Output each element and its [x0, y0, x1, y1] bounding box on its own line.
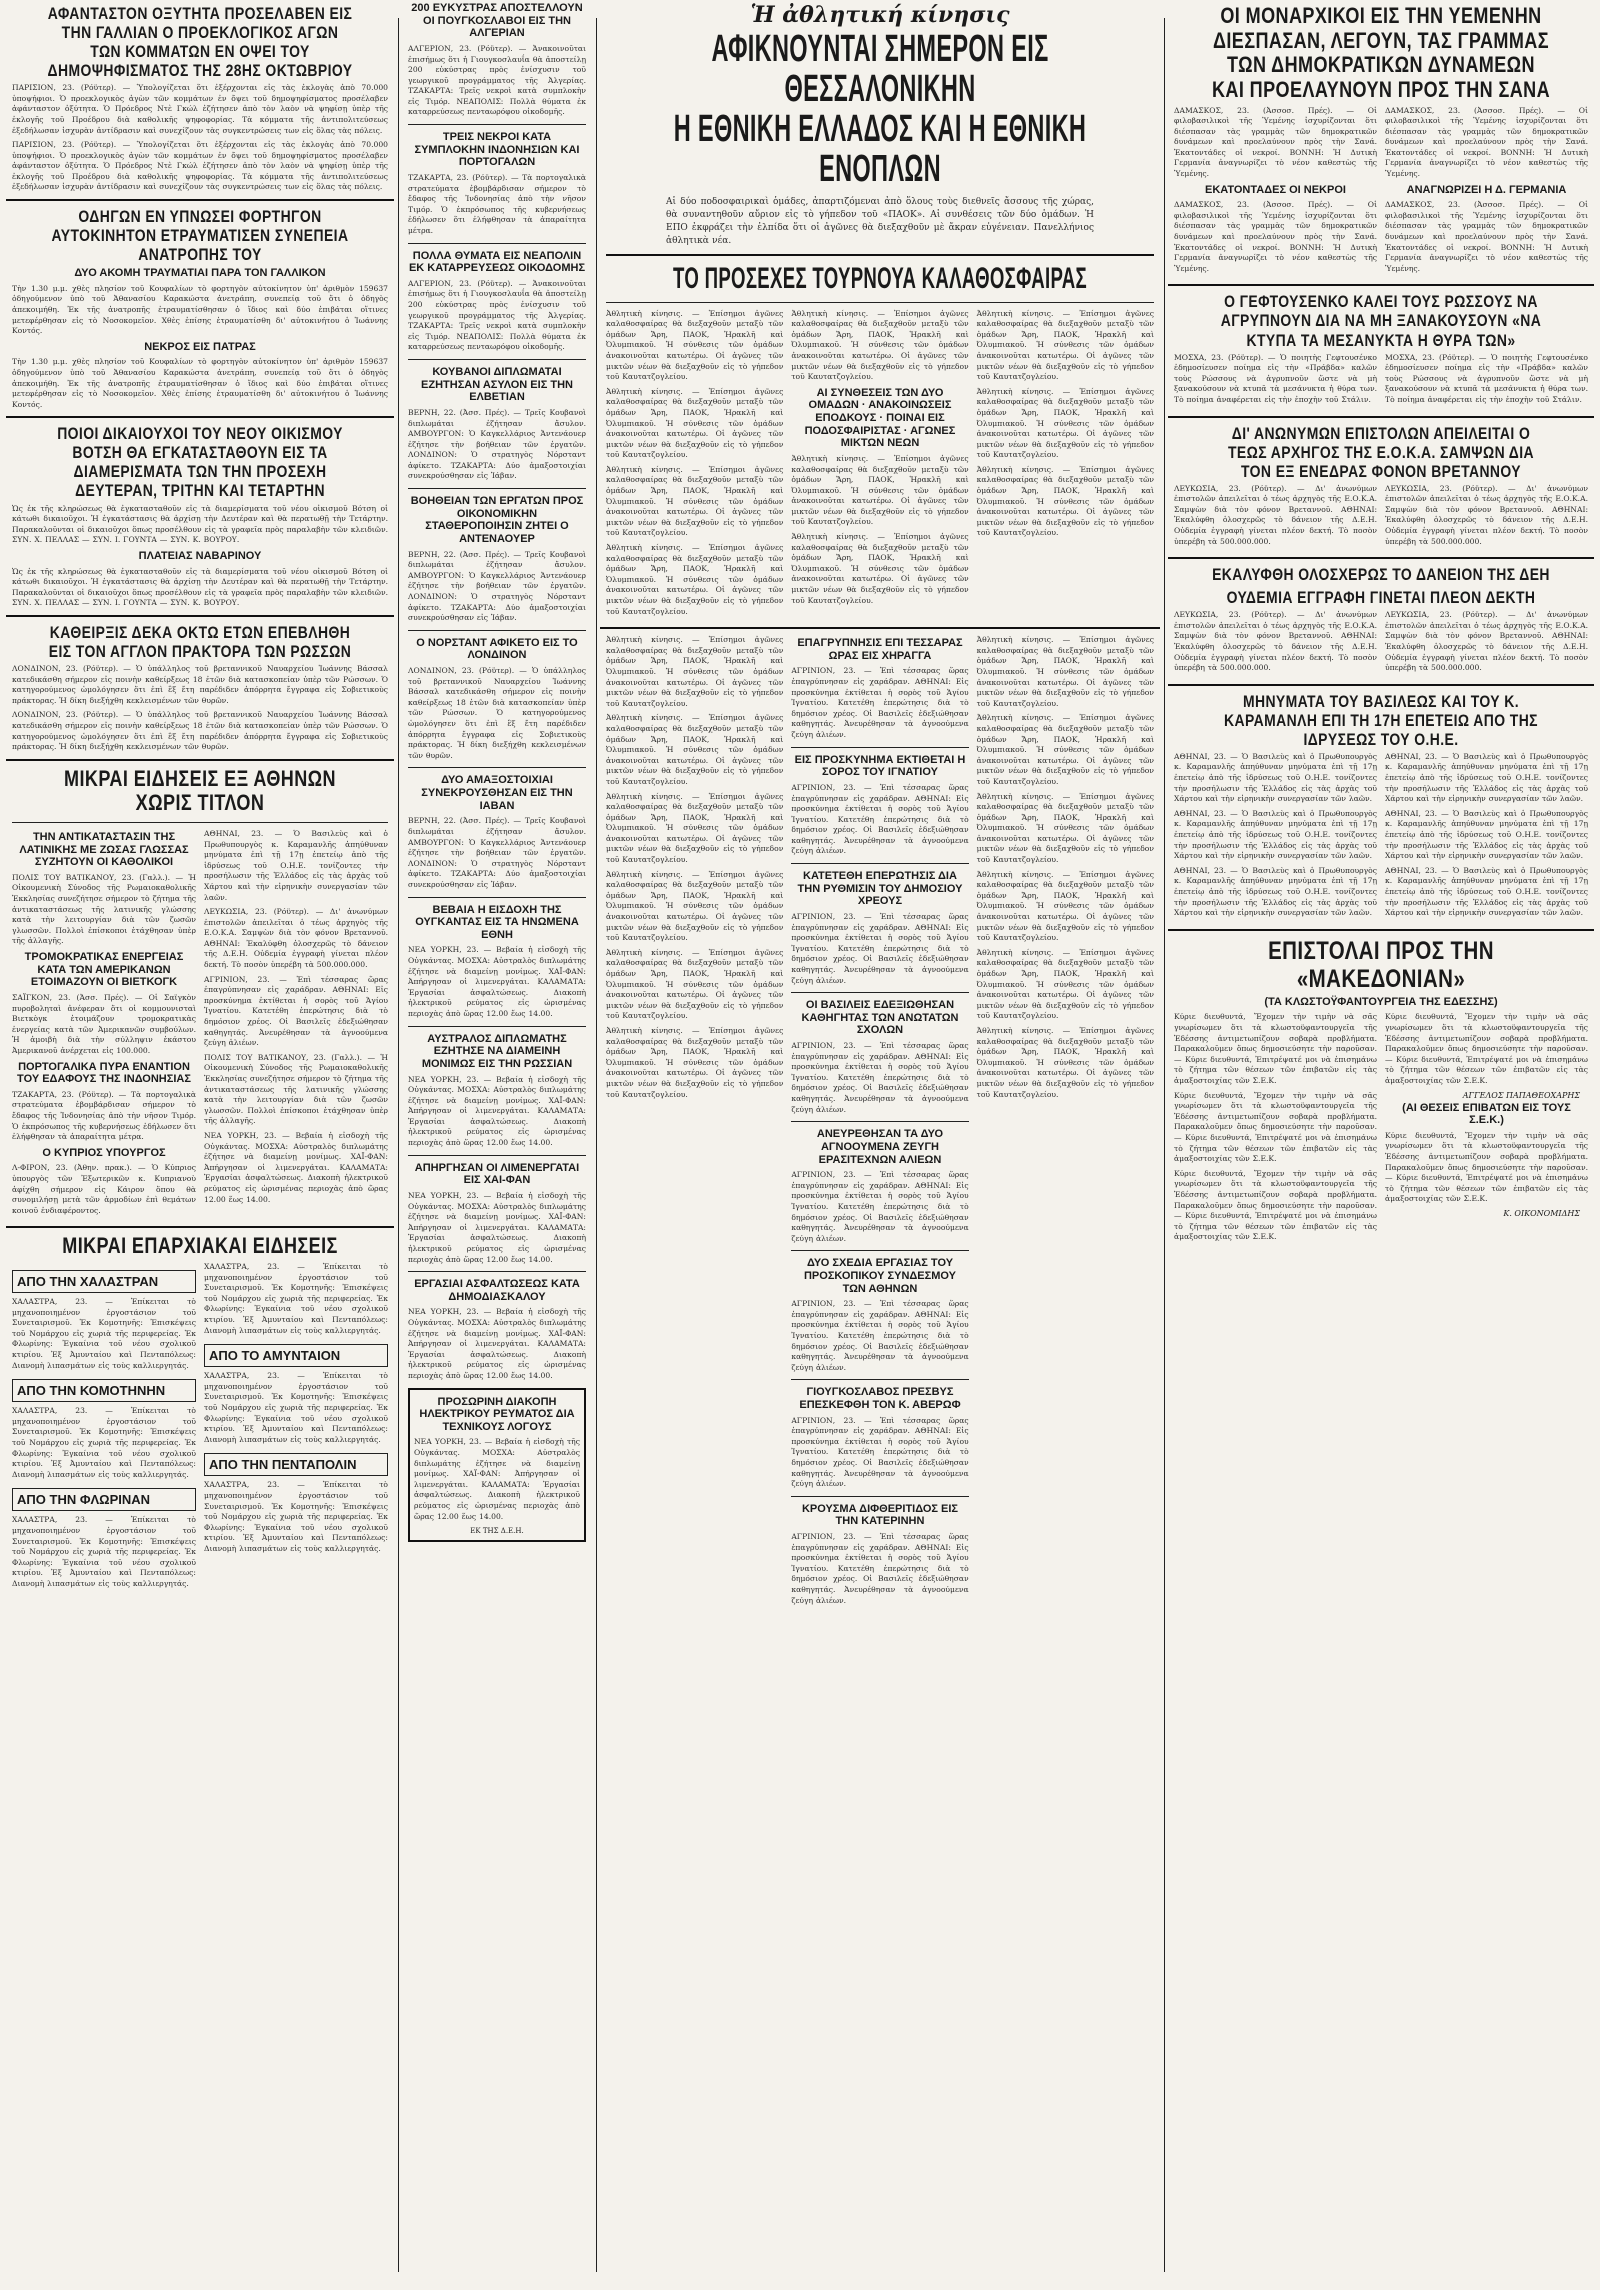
- body-java-trains: ΒΕΡΝΗ, 22. (Ἀσσ. Πρές). — Τρεῖς Κουβανοὶ διπλωμάται ἐζήτησαν ἄσυλον. ΑΜΒΟΥΡΓΟΝ: Ὁ Καγκελλάριος Ἀντενάουερ ἐζήτησε τὴν βοήθειαν τῶν ἐργατῶν. ΛΟΝΔΙΝΟΝ: Ὁ στρατηγὸς Νόρσταντ ἀφίκετο. ΤΖΑΚΑΡΤΑ: Δύο ἀμαξοστοιχίαι συνεκρούσθησαν εἰς Ἰάβαν.: [408, 816, 586, 889]
- headline-cypriot-minister: Ο ΚΥΠΡΙΟΣ ΥΠΟΥΡΓΟΣ: [42, 1146, 166, 1159]
- subhead-sek-seats: (ΑΙ ΘΕΣΕΙΣ ΕΠΙΒΑΤΩΝ ΕΙΣ ΤΟΥΣ Σ.Ε.Κ.): [1402, 1101, 1571, 1127]
- news-col-a: [606, 635, 783, 1610]
- column-4: [1168, 0, 1594, 2290]
- sports-body-a1: Ἀθλητικὴ κίνησις. — Ἐπίσημοι ἀγῶνες καλαθοσφαίρας θὰ διεξαχθοῦν μεταξὺ τῶν ὁμάδων Ἄρη, ΠΑΟΚ, Ἡρακλῆ καὶ Ὀλυμπιακοῦ. Ἡ σύνθεσις τῶν ὁμάδων ἀνακοινοῦται κατωτέρω. Οἱ ἀγῶνες τῶν μικτῶν νέων θὰ διεξαχθοῦν εἰς τὸ γήπεδον τοῦ Καυτατζογλείου.: [606, 308, 784, 382]
- subhead-patras: ΝΕΚΡΟΣ ΕΙΣ ΠΑΤΡΑΣ: [144, 340, 256, 353]
- headline-power-cut: ΠΡΟΣΩΡΙΝΗ ΔΙΑΚΟΠΗ ΗΛΕΚΤΡΙΚΟΥ ΡΕΥΜΑΤΟΣ ΔΙΑ ΤΕΧΝΙΚΟΥΣ ΛΟΓΟΥΣ: [419, 1395, 575, 1433]
- body-athens-briefs-3: ΑΓΡΙΝΙΟΝ, 23. — Ἐπὶ τέσσαρας ὥρας ἐπαγρύπνησαν εἰς χαράδραν. ΑΘΗΝΑΙ: Εἰς προσκύνημα ἐκτίθεται ἡ σορὸς τοῦ Ἁγίου Ἰγνατίου. Κατετέθη ἐπερώτησις διὰ τὸ δημόσιον χρέος. Οἱ Βασιλεῖς ἐδεξιώθησαν καθηγητάς. Ἀνευρέθησαν τὰ ἀγνοούμενα ζεύγη ἁλιέων.: [204, 974, 388, 1048]
- body-scouts: ΑΓΡΙΝΙΟΝ, 23. — Ἐπὶ τέσσαρας ὥρας ἐπαγρύπνησαν εἰς χαράδραν. ΑΘΗΝΑΙ: Εἰς προσκύνημα ἐκτίθεται ἡ σορὸς τοῦ Ἁγίου Ἰγνατίου. Κατετέθη ἐπερώτησις διὰ τὸ δημόσιον χρέος. Οἱ Βασιλεῖς ἐδεξιώθησαν καθηγητάς. Ἀνευρέθησαν τὰ ἀγνοούμενα ζεύγη ἁλιέων.: [791, 1299, 969, 1372]
- sports-headline-2: Η ΕΘΝΙΚΗ ΕΛΛΑΔΟΣ ΚΑΙ Η ΕΘΝΙΚΗ ΕΝΟΠΛΩΝ: [673, 107, 1087, 190]
- sports-body-b1: Ἀθλητικὴ κίνησις. — Ἐπίσημοι ἀγῶνες καλαθοσφαίρας θὰ διεξαχθοῦν μεταξὺ τῶν ὁμάδων Ἄρη, ΠΑΟΚ, Ἡρακλῆ καὶ Ὀλυμπιακοῦ. Ἡ σύνθεσις τῶν ὁμάδων ἀνακοινοῦται κατωτέρω. Οἱ ἀγῶνες τῶν μικτῶν νέων θὰ διεξαχθοῦν εἰς τὸ γήπεδον τοῦ Καυτατζογλείου.: [791, 308, 969, 382]
- subhead-pentapolis: ΑΠΟ ΤΗΝ ΠΕΝΤΑΠΟΛΙΝ: [204, 1453, 388, 1476]
- body-un-messages-2: ΑΘΗΝΑΙ, 23. — Ὁ Βασιλεὺς καὶ ὁ Πρωθυπουργὸς κ. Καραμανλῆς ἀπηύθυναν μηνύματα ἐπὶ τῇ 17ῃ ἐπετείῳ ἀπὸ τῆς ἱδρύσεως τοῦ Ο.Η.Ε. τονίζοντες τὴν προσήλωσιν τῆς Ἑλλάδος εἰς τὰς ἀρχὰς τοῦ Χάρτου καὶ τὴν εἰρηνικὴν συνεργασίαν τῶν λαῶν.: [1174, 808, 1377, 861]
- body-yemen-3: ΔΑΜΑΣΚΟΣ, 23. (Ἀσσοσ. Πρές). — Οἱ φιλοβασιλικοὶ τῆς Ὑεμένης ἰσχυρίζονται ὅτι διέσπασαν τὰς γραμμὰς τῶν δημοκρατικῶν δυνάμεων καὶ προελαύνουν πρὸς τὴν Σανά. Ἑκατοντάδες οἱ νεκροί. ΒΟΝΝΗ: Ἡ Δυτικὴ Γερμανία ἀναγνωρίζει τὸ νέον καθεστὼς τῆς Ὑεμένης.: [1385, 105, 1588, 179]
- subhead-florina: ΑΠΟ ΤΗΝ ΦΛΩΡΙΝΑΝ: [12, 1488, 196, 1511]
- body-royals-reception: ΑΓΡΙΝΙΟΝ, 23. — Ἐπὶ τέσσαρας ὥρας ἐπαγρύπνησαν εἰς χαράδραν. ΑΘΗΝΑΙ: Εἰς προσκύνημα ἐκτίθεται ἡ σορὸς τοῦ Ἁγίου Ἰγνατίου. Κατετέθη ἐπερώτησις διὰ τὸ δημόσιον χρέος. Οἱ Βασιλεῖς ἐδεξιώθησαν καθηγητάς. Ἀνευρέθησαν τὰ ἀγνοούμενα ζεύγη ἁλιέων.: [791, 1041, 969, 1114]
- sports-body-a4: Ἀθλητικὴ κίνησις. — Ἐπίσημοι ἀγῶνες καλαθοσφαίρας θὰ διεξαχθοῦν μεταξὺ τῶν ὁμάδων Ἄρη, ΠΑΟΚ, Ἡρακλῆ καὶ Ὀλυμπιακοῦ. Ἡ σύνθεσις τῶν ὁμάδων ἀνακοινοῦται κατωτέρω. Οἱ ἀγῶνες τῶν μικτῶν νέων θὰ διεξαχθοῦν εἰς τὸ γήπεδον τοῦ Καυτατζογλείου.: [606, 543, 784, 616]
- body-power-cut: ΝΕΑ ΥΟΡΚΗ, 23. — Βεβαία ἡ εἰσδοχὴ τῆς Οὐγκάντας. ΜΟΣΧΑ: Αὐστραλὸς διπλωμάτης ἐζήτησε νὰ διαμείνῃ μονίμως. ΧΑΪ-ΦΑΝ: Ἀπήργησαν οἱ λιμενεργάται. ΚΑΛΑΜΑΤΑ: Ἐργασίαι ἀσφαλτώσεως. Διακοπὴ ἠλεκτρικοῦ ρεύματος εἰς ὡρισμένας περιοχὰς ἀπὸ ὥρας 12.00 ἕως 14.00.: [414, 1437, 580, 1521]
- news-body-c6: Ἀθλητικὴ κίνησις. — Ἐπίσημοι ἀγῶνες καλαθοσφαίρας θὰ διεξαχθοῦν μεταξὺ τῶν ὁμάδων Ἄρη, ΠΑΟΚ, Ἡρακλῆ καὶ Ὀλυμπιακοῦ. Ἡ σύνθεσις τῶν ὁμάδων ἀνακοινοῦται κατωτέρω. Οἱ ἀγῶνες τῶν μικτῶν νέων θὰ διεξαχθοῦν εἰς τὸ γήπεδον τοῦ Καυτατζογλείου.: [976, 1025, 1154, 1099]
- body-letter-1c: Κύριε διευθυντά, Ἔχομεν τὴν τιμὴν νὰ σᾶς γνωρίσωμεν ὅτι τὰ κλωστοϋφαντουργεῖα τῆς Ἐδέσσης ἀντιμετωπίζουν σοβαρὰ προβλήματα. Παρακαλοῦμεν ὅπως δημοσιεύσητε τὴν παροῦσαν. — Κύριε διευθυντά, Ἐπιτρέψατέ μοι νὰ ἐπισημάνω τὸ ζήτημα τῶν θέσεων τῶν ἐπιβατῶν εἰς τὰς ἀμαξοστοιχίας τῶν Σ.Ε.Κ.: [1174, 1168, 1377, 1242]
- article-truck-accident: [6, 207, 394, 410]
- body-un-messages-4: ΑΘΗΝΑΙ, 23. — Ὁ Βασιλεὺς καὶ ὁ Πρωθυπουργὸς κ. Καραμανλῆς ἀπηύθυναν μηνύματα ἐπὶ τῇ 17ῃ ἐπετείῳ ἀπὸ τῆς ἱδρύσεως τοῦ Ο.Η.Ε. τονίζοντες τὴν προσήλωσιν τῆς Ἑλλάδος εἰς τὰς ἀρχὰς τοῦ Χάρτου καὶ τὴν εἰρηνικὴν συνεργασίαν τῶν λαῶν.: [1385, 751, 1588, 804]
- news-body-c3: Ἀθλητικὴ κίνησις. — Ἐπίσημοι ἀγῶνες καλαθοσφαίρας θὰ διεξαχθοῦν μεταξὺ τῶν ὁμάδων Ἄρη, ΠΑΟΚ, Ἡρακλῆ καὶ Ὀλυμπιακοῦ. Ἡ σύνθεσις τῶν ὁμάδων ἀνακοινοῦται κατωτέρω. Οἱ ἀγῶνες τῶν μικτῶν νέων θὰ διεξαχθοῦν εἰς τὸ γήπεδον τοῦ Καυτατζογλείου.: [976, 791, 1154, 865]
- body-un-messages-5: ΑΘΗΝΑΙ, 23. — Ὁ Βασιλεὺς καὶ ὁ Πρωθυπουργὸς κ. Καραμανλῆς ἀπηύθυναν μηνύματα ἐπὶ τῇ 17ῃ ἐπετείῳ ἀπὸ τῆς ἱδρύσεως τοῦ Ο.Η.Ε. τονίζοντες τὴν προσήλωσιν τῆς Ἑλλάδος εἰς τὰς ἀρχὰς τοῦ Χάρτου καὶ τὴν εἰρηνικὴν συνεργασίαν τῶν λαῶν.: [1385, 808, 1588, 861]
- body-vigil: ΑΓΡΙΝΙΟΝ, 23. — Ἐπὶ τέσσαρας ὥρας ἐπαγρύπνησαν εἰς χαράδραν. ΑΘΗΝΑΙ: Εἰς προσκύνημα ἐκτίθεται ἡ σορὸς τοῦ Ἁγίου Ἰγνατίου. Κατετέθη ἐπερώτησις διὰ τὸ δημόσιον χρέος. Οἱ Βασιλεῖς ἐδεξιώθησαν καθηγητάς. Ἀνευρέθησαν τὰ ἀγνοούμενα ζεύγη ἁλιέων.: [791, 666, 969, 740]
- body-sampson-1: ΛΕΥΚΩΣΙΑ, 23. (Ρόϋτερ). — Δι' ἀνωνύμων ἐπιστολῶν ἀπειλεῖται ὁ τέως ἀρχηγὸς τῆς Ε.Ο.Κ.Α. Σαμψὼν διὰ τὸν φόνον Βρεταννοῦ. ΑΘΗΝΑΙ: Ἐκαλύφθη ὁλοσχερῶς τὸ δάνειον τῆς Δ.Ε.Η. Οὐδεμία ἐγγραφὴ γίνεται πλέον δεκτή. Τὸ ποσὸν ὑπερέβη τὰ 500.000.000.: [1174, 483, 1377, 546]
- signature-2: Κ. ΟΙΚΟΝΟΜΙΔΗΣ: [1503, 1209, 1580, 1219]
- body-truck-accident: Τὴν 1.30 μ.μ. χθὲς πλησίον τοῦ Κουφαλίων τὸ φορτηγὸν αὐτοκίνητον ὑπ' ἀριθμὸν 159637 ὁδηγούμενον ὑπὸ τοῦ Ἀθανασίου Καρακώστα ἀνετράπη, συνεπείᾳ τοῦ ὅτι ὁ ὁδηγὸς ἀπεκοιμήθη. Ἐκ τῆς ἀνατροπῆς ἐτραυματίσθησαν ὁ ἴδιος καὶ δύο ἐπιβάται οἵτινες μετεφέρθησαν εἰς τὸ Νοσοκομεῖον. Χθὲς ἐπίσης ἐτραυματίσθη δι' αὐτοκινήτου ὁ Ἰωάννης Κοντός.: [12, 283, 388, 336]
- sports-subhead: ΑΙ ΣΥΝΘΕΣΕΙΣ ΤΩΝ ΔΥΟ ΟΜΑΔΩΝ · ΑΝΑΚΟΙΝΩΣΕΙΣ ΕΠΟΔΚΟΥΣ · ΠΟΙΝΑΙ ΕΙΣ ΠΟΔΟΣΦΑΙΡΙΣΤΑΣ · ΑΓΩΝΕΣ ΜΙΚΤΩΝ ΝΕΩΝ: [804, 386, 956, 450]
- body-ignatius: ΑΓΡΙΝΙΟΝ, 23. — Ἐπὶ τέσσαρας ὥρας ἐπαγρύπνησαν εἰς χαράδραν. ΑΘΗΝΑΙ: Εἰς προσκύνημα ἐκτίθεται ἡ σορὸς τοῦ Ἁγίου Ἰγνατίου. Κατετέθη ἐπερώτησις διὰ τὸ δημόσιον χρέος. Οἱ Βασιλεῖς ἐδεξιώθησαν καθηγητάς. Ἀνευρέθησαν τὰ ἀγνοούμενα ζεύγη ἁλιέων.: [791, 782, 969, 856]
- body-france-referendum-cont: ΠΑΡΙΣΙΟΝ, 23. (Ρόϋτερ). — Ὑπολογίζεται ὅτι ἐξέρχονται εἰς τὰς ἐκλογὰς ἀπὸ 70.000 ὑποψήφιοι. Ὁ προεκλογικὸς ἀγὼν τῶν κομμάτων ἐν ὄψει τοῦ δημοψηφίσματος προσέλαβεν ἀφάνταστον ὀξύτητα. Ὁ Πρόεδρος Ντὲ Γκώλ ἐζήτησεν ἀπὸ τὸν λαὸν νὰ ψηφίσῃ ὑπὲρ τῆς ἐκλογῆς τοῦ Προέδρου διὰ καθολικῆς ψηφοφορίας. Τὰ κόμματα τῆς ἀντιπολιτεύσεως ἐξεδήλωσαν ἰσχυρὰν ἀντίδρασιν καὶ συνεχίζουν τὰς συγκεντρώσεις των εἰς ὅλας τὰς πόλεις.: [12, 140, 388, 192]
- body-letter-1a: Κύριε διευθυντά, Ἔχομεν τὴν τιμὴν νὰ σᾶς γνωρίσωμεν ὅτι τὰ κλωστοϋφαντουργεῖα τῆς Ἐδέσσης ἀντιμετωπίζουν σοβαρὰ προβλήματα. Παρακαλοῦμεν ὅπως δημοσιεύσητε τὴν παροῦσαν. — Κύριε διευθυντά, Ἐπιτρέψατέ μοι νὰ ἐπισημάνω τὸ ζήτημα τῶν θέσεων τῶν ἐπιβατῶν εἰς τὰς ἀμαξοστοιχίας τῶν Σ.Ε.Κ.: [1174, 1012, 1377, 1085]
- news-body-a6: Ἀθλητικὴ κίνησις. — Ἐπίσημοι ἀγῶνες καλαθοσφαίρας θὰ διεξαχθοῦν μεταξὺ τῶν ὁμάδων Ἄρη, ΠΑΟΚ, Ἡρακλῆ καὶ Ὀλυμπιακοῦ. Ἡ σύνθεσις τῶν ὁμάδων ἀνακοινοῦται κατωτέρω. Οἱ ἀγῶνες τῶν μικτῶν νέων θὰ διεξαχθοῦν εἰς τὸ γήπεδον τοῦ Καυτατζογλείου.: [606, 1025, 784, 1099]
- headline-naples-collapse: ΠΟΛΛΑ ΘΥΜΑΤΑ ΕΙΣ ΝΕΑΠΟΛΙΝ ΕΚ ΚΑΤΑΡΡΕΥΣΕΩΣ ΟΙΚΟΔΟΜΗΣ: [408, 249, 586, 275]
- article-yevtushenko: [1168, 292, 1594, 409]
- news-body-c4: Ἀθλητικὴ κίνησις. — Ἐπίσημοι ἀγῶνες καλαθοσφαίρας θὰ διεξαχθοῦν μεταξὺ τῶν ὁμάδων Ἄρη, ΠΑΟΚ, Ἡρακλῆ καὶ Ὀλυμπιακοῦ. Ἡ σύνθεσις τῶν ὁμάδων ἀνακοινοῦται κατωτέρω. Οἱ ἀγῶνες τῶν μικτῶν νέων θὰ διεξαχθοῦν εἰς τὸ γήπεδον τοῦ Καυτατζογλείου.: [976, 869, 1154, 943]
- body-florina: ΧΑΛΑΣΤΡΑ, 23. — Ἐπίκειται τὸ μηχανοποιημένον ἐργοστάσιον τοῦ Συνεταιρισμοῦ. Ἐκ Κομοτηνῆς: Ἐπισκέψεις τοῦ Νομάρχου εἰς χωριὰ τῆς περιφερείας. Ἐκ Φλωρίνης: Ἐγκαίνια τοῦ νέου σχολικοῦ κτιρίου. Ἐξ Ἀμυνταίου καὶ Πενταπόλεως: Διανομὴ λιπασμάτων εἰς τοὺς καλλιεργητάς.: [12, 1515, 196, 1588]
- body-sampson-2: ΛΕΥΚΩΣΙΑ, 23. (Ρόϋτερ). — Δι' ἀνωνύμων ἐπιστολῶν ἀπειλεῖται ὁ τέως ἀρχηγὸς τῆς Ε.Ο.Κ.Α. Σαμψὼν διὰ τὸν φόνον Βρεταννοῦ. ΑΘΗΝΑΙ: Ἐκαλύφθη ὁλοσχερῶς τὸ δάνειον τῆς Δ.Ε.Η. Οὐδεμία ἐγγραφὴ γίνεται πλέον δεκτή. Τὸ ποσὸν ὑπερέβη τὰ 500.000.000.: [1385, 483, 1588, 546]
- body-pentapolis: ΧΑΛΑΣΤΡΑ, 23. — Ἐπίκειται τὸ μηχανοποιημένον ἐργοστάσιον τοῦ Συνεταιρισμοῦ. Ἐκ Κομοτηνῆς: Ἐπισκέψεις τοῦ Νομάρχου εἰς χωριὰ τῆς περιφερείας. Ἐκ Φλωρίνης: Ἐγκαίνια τοῦ νέου σχολικοῦ κτιρίου. Ἐξ Ἀμυνταίου καὶ Πενταπόλεως: Διανομὴ λιπασμάτων εἰς τοὺς καλλιεργητάς.: [204, 1480, 388, 1553]
- news-col-c: [977, 635, 1154, 1610]
- body-diphtheria: ΑΓΡΙΝΙΟΝ, 23. — Ἐπὶ τέσσαρας ὥρας ἐπαγρύπνησαν εἰς χαράδραν. ΑΘΗΝΑΙ: Εἰς προσκύνημα ἐκτίθεται ἡ σορὸς τοῦ Ἁγίου Ἰγνατίου. Κατετέθη ἐπερώτησις διὰ τὸ δημόσιον χρέος. Οἱ Βασιλεῖς ἐδεξιώθησαν καθηγητάς. Ἀνευρέθησαν τὰ ἀγνοούμενα ζεύγη ἁλιέων.: [791, 1532, 969, 1605]
- body-norstad: ΛΟΝΔΙΝΟΝ, 23. (Ρόϋτερ). — Ὁ ὑπάλληλος τοῦ βρεταννικοῦ Ναυαρχείου Ἰωάννης Βάσσαλ κατεδικάσθη σήμερον εἰς ποινὴν καθείρξεως 18 ἐτῶν διὰ κατασκοπείαν ὑπὲρ τῶν Ρώσσων. Ὁ κατηγορούμενος ὡμολόγησεν ὅτι ἐπὶ ἓξ ἔτη παρέδιδεν ἀπόρρητα ἔγγραφα εἰς Σοβιετικοὺς πράκτορας. Ἡ δίκη διεξήχθη κεκλεισμένων τῶν θυρῶν.: [408, 666, 586, 760]
- subhead-dei-loan: ΟΥΔΕΜΙΑ ΕΓΓΡΑΦΗ ΓΙΝΕΤΑΙ ΠΛΕΟΝ ΔΕΚΤΗ: [1226, 588, 1536, 608]
- headline-votsi-settlement: ΠΟΙΟΙ ΔΙΚΑΙΟΥΧΟΙ ΤΟΥ ΝΕΟΥ ΟΙΚΙΣΜΟΥ ΒΟΤΣΗ ΘΑ ΕΓΚΑΤΑΣΤΑΘΟΥΝ ΕΙΣ ΤΑ ΔΙΑΜΕΡΙΣΜΑΤΑ ΤΩΝ ΤΗΝ ΠΡΟΣΕΧΗ ΔΕΥΤΕΡΑΝ, ΤΡΙΤΗΝ ΚΑΙ ΤΕΤΑΡΤΗΝ: [57, 424, 343, 501]
- subhead-navarinou: ΠΛΑΤΕΙΑΣ ΝΑΒΑΡΙΝΟΥ: [138, 549, 262, 562]
- body-letter-1b: Κύριε διευθυντά, Ἔχομεν τὴν τιμὴν νὰ σᾶς γνωρίσωμεν ὅτι τὰ κλωστοϋφαντουργεῖα τῆς Ἐδέσσης ἀντιμετωπίζουν σοβαρὰ προβλήματα. Παρακαλοῦμεν ὅπως δημοσιεύσητε τὴν παροῦσαν. — Κύριε διευθυντά, Ἐπιτρέψατέ μοι νὰ ἐπισημάνω τὸ ζήτημα τῶν θέσεων τῶν ἐπιβατῶν εἰς τὰς ἀμαξοστοιχίας τῶν Σ.Ε.Κ.: [1174, 1090, 1377, 1164]
- body-haiphong-strike: ΝΕΑ ΥΟΡΚΗ, 23. — Βεβαία ἡ εἰσδοχὴ τῆς Οὐγκάντας. ΜΟΣΧΑ: Αὐστραλὸς διπλωμάτης ἐζήτησε νὰ διαμείνῃ μονίμως. ΧΑΪ-ΦΑΝ: Ἀπήργησαν οἱ λιμενεργάται. ΚΑΛΑΜΑΤΑ: Ἐργασίαι ἀσφαλτώσεως. Διακοπὴ ἠλεκτρικοῦ ρεύματος εἰς ὡρισμένας περιοχὰς ἀπὸ ὥρας 12.00 ἕως 14.00.: [408, 1190, 586, 1264]
- sports-kicker: Ἡ ἀθλητική κίνησις: [750, 2, 1010, 28]
- headline-vietcong: ΤΡΟΜΟΚΡΑΤΙΚΑΣ ΕΝΕΡΓΕΙΑΣ ΚΑΤΑ ΤΩΝ ΑΜΕΡΙΚΑΝΩΝ ΕΤΟΙΜΑΖΟΥΝ ΟΙ ΒΙΕΤΚΟΓΚ: [24, 951, 184, 989]
- headline-yugoslav-ambassador: ΓΙΟΥΓΚΟΣΛΑΒΟΣ ΠΡΕΣΒΥΣ ΕΠΕΣΚΕΦΘΗ ΤΟΝ Κ. ΑΒΕΡΩΦ: [799, 1386, 961, 1412]
- sports-col-b: [791, 309, 968, 622]
- body-latin-language: ΠΟΛΙΣ ΤΟΥ ΒΑΤΙΚΑΝΟΥ, 23. (Γαλλ.). — Ἡ Οἰκουμενικὴ Σύνοδος τῆς Ρωμαιοκαθολικῆς Ἐκκλησίας συνεζήτησε σήμερον τὸ ζήτημα τῆς ἀντικαταστάσεως τῆς λατινικῆς γλώσσης κατὰ τὴν λειτουργίαν διὰ τῶν ζωσῶν γλωσσῶν. Πολλοὶ ἐπίσκοποι ἐτάχθησαν ὑπὲρ τῆς ἀλλαγῆς.: [12, 872, 196, 946]
- sports-col-c: [977, 309, 1154, 622]
- basketball-headline: ΤΟ ΠΡΟΣΕΧΕΣ ΤΟΥΡΝΟΥΑ ΚΑΛΑΘΟΣΦΑΙΡΑΣ: [672, 261, 1087, 295]
- article-spy-sentence: [6, 623, 394, 753]
- notice-power-cut: [408, 1388, 586, 1543]
- sports-body-b2: Ἀθλητικὴ κίνησις. — Ἐπίσημοι ἀγῶνες καλαθοσφαίρας θὰ διεξαχθοῦν μεταξὺ τῶν ὁμάδων Ἄρη, ΠΑΟΚ, Ἡρακλῆ καὶ Ὀλυμπιακοῦ. Ἡ σύνθεσις τῶν ὁμάδων ἀνακοινοῦται κατωτέρω. Οἱ ἀγῶνες τῶν μικτῶν νέων θὰ διεξαχθοῦν εἰς τὸ γήπεδον τοῦ Καυτατζογλείου.: [791, 453, 969, 527]
- headline-athens-briefs: ΜΙΚΡΑΙ ΕΙΔΗΣΕΙΣ ΕΞ ΑΘΗΝΩΝ ΧΩΡΙΣ ΤΙΤΛΟΝ: [64, 765, 336, 816]
- sports-body-a3: Ἀθλητικὴ κίνησις. — Ἐπίσημοι ἀγῶνες καλαθοσφαίρας θὰ διεξαχθοῦν μεταξὺ τῶν ὁμάδων Ἄρη, ΠΑΟΚ, Ἡρακλῆ καὶ Ὀλυμπιακοῦ. Ἡ σύνθεσις τῶν ὁμάδων ἀνακοινοῦται κατωτέρω. Οἱ ἀγῶνες τῶν μικτῶν νέων θὰ διεξαχθοῦν εἰς τὸ γήπεδον τοῦ Καυτατζογλείου.: [606, 464, 784, 538]
- column-1: [6, 0, 394, 2290]
- body-yemen-2: ΔΑΜΑΣΚΟΣ, 23. (Ἀσσοσ. Πρές). — Οἱ φιλοβασιλικοὶ τῆς Ὑεμένης ἰσχυρίζονται ὅτι διέσπασαν τὰς γραμμὰς τῶν δημοκρατικῶν δυνάμεων καὶ προελαύνουν πρὸς τὴν Σανά. Ἑκατοντάδες οἱ νεκροί. ΒΟΝΝΗ: Ἡ Δυτικὴ Γερμανία ἀναγνωρίζει τὸ νέον καθεστὼς τῆς Ὑεμένης.: [1174, 200, 1377, 273]
- body-athens-briefs-1: ΑΘΗΝΑΙ, 23. — Ὁ Βασιλεὺς καὶ ὁ Πρωθυπουργὸς κ. Καραμανλῆς ἀπηύθυναν μηνύματα ἐπὶ τῇ 17ῃ ἐπετείῳ ἀπὸ τῆς ἱδρύσεως τοῦ Ο.Η.Ε. τονίζοντες τὴν προσήλωσιν τῆς Ἑλλάδος εἰς τὰς ἀρχὰς τοῦ Χάρτου καὶ τὴν εἰρηνικὴν συνεργασίαν τῶν λαῶν.: [204, 828, 388, 902]
- body-votsi-settlement: Ὡς ἐκ τῆς κληρώσεως θὰ ἐγκατασταθοῦν εἰς τὰ διαμερίσματα τοῦ νέου οἰκισμοῦ Βότση οἱ κάτωθι δικαιοῦχοι. Ἡ ἐγκατάστασις θὰ ἀρχίσῃ τὴν Δευτέραν καὶ θὰ περατωθῇ τὴν Τετάρτην. Παρακαλοῦνται οἱ δικαιοῦχοι ὅπως προσέλθουν εἰς τὰ γραφεῖα πρὸς παραλαβὴν τῶν κλειδιῶν. ΣΥΝ. Χ. ΠΕΛΛΑΣ — ΣΥΝ. Ι. ΓΟΥΝΤΑ — ΣΥΝ. Κ. ΒΟΥΡΟΥ.: [12, 503, 388, 545]
- headline-france-referendum: ΑΦΑΝΤΑΣΤΟΝ ΟΞΥΤΗΤΑ ΠΡΟΣΕΛΑΒΕΝ ΕΙΣ ΤΗΝ ΓΑΛΛΙΑΝ Ο ΠΡΟΕΚΛΟΓΙΚΟΣ ΑΓΩΝ ΤΩΝ ΚΟΜΜΑΤΩΝ ΕΝ ΟΨΕΙ ΤΟΥ ΔΗΜΟΨΗΦΙΣΜΑΤΟΣ ΤΗΣ 28ΗΣ ΟΚΤΩΒΡΙΟΥ: [47, 4, 353, 81]
- body-spy-sentence: ΛΟΝΔΙΝΟΝ, 23. (Ρόϋτερ). — Ὁ ὑπάλληλος τοῦ βρεταννικοῦ Ναυαρχείου Ἰωάννης Βάσσαλ κατεδικάσθη σήμερον εἰς ποινὴν καθείρξεως 18 ἐτῶν διὰ κατασκοπείαν ὑπὲρ τῶν Ρώσσων. Ὁ κατηγορούμενος ὡμολόγησεν ὅτι ἐπὶ ἓξ ἔτη παρέδιδεν ἀπόρρητα ἔγγραφα εἰς Σοβιετικοὺς πράκτορας. Ἡ δίκη διεξήχθη κεκλεισμένων τῶν θυρῶν.: [12, 663, 388, 705]
- body-yevtushenko-1: ΜΟΣΧΑ, 23. (Ρόϋτερ). — Ὁ ποιητὴς Γεφτουσένκο ἐδημοσίευσεν ποίημα εἰς τὴν «Πράβδα» καλῶν τοὺς Ρώσσους νὰ ἀγρυπνοῦν ὥστε νὰ μὴ ξανακούσουν νὰ κτυπᾶ τὰ μεσάνυκτα ἡ θύρα των. Τὸ ποίημα ἀναφέρεται εἰς τὴν ἐποχὴν τοῦ Στάλιν.: [1174, 352, 1377, 404]
- headline-letters: ΕΠΙΣΤΟΛΑΙ ΠΡΟΣ ΤΗΝ «ΜΑΚΕΔΟΝΙΑΝ»: [1268, 936, 1494, 993]
- body-three-dead: ΤΖΑΚΑΡΤΑ, 23. (Ρόϋτερ). — Τὰ πορτογαλικὰ στρατεύματα ἐβομβάρδισαν σήμερον τὸ ἔδαφος τῆς Ἰνδονησίας ἀπὸ τὴν νῆσον Τιμόρ. Ὁ ἐκπρόσωπος τῆς κυβερνήσεως ἐδήλωσεν ὅτι ἐλήφθησαν τὰ ἀπαραίτητα μέτρα.: [408, 173, 586, 235]
- headline-dei-loan: ΕΚΑΛΥΦΘΗ ΟΛΟΣΧΕΡΩΣ ΤΟ ΔΑΝΕΙΟΝ ΤΗΣ ΔΕΗ: [1212, 565, 1550, 585]
- article-dei-loan: [1168, 565, 1594, 678]
- body-yemen-1: ΔΑΜΑΣΚΟΣ, 23. (Ἀσσοσ. Πρές). — Οἱ φιλοβασιλικοὶ τῆς Ὑεμένης ἰσχυρίζονται ὅτι διέσπασαν τὰς γραμμὰς τῶν δημοκρατικῶν δυνάμεων καὶ προελαύνουν πρὸς τὴν Σανά. Ἑκατοντάδες οἱ νεκροί. ΒΟΝΝΗ: Ἡ Δυτικὴ Γερμανία ἀναγνωρίζει τὸ νέον καθεστὼς τῆς Ὑεμένης.: [1174, 105, 1377, 179]
- headline-vigil: ΕΠΑΓΡΥΠΝΗΣΙΣ ΕΠΙ ΤΕΣΣΑΡΑΣ ΩΡΑΣ ΕΙΣ ΧΗΡΑΓΓΑ: [797, 637, 963, 662]
- body-australian-diplomat: ΝΕΑ ΥΟΡΚΗ, 23. — Βεβαία ἡ εἰσδοχὴ τῆς Οὐγκάντας. ΜΟΣΧΑ: Αὐστραλὸς διπλωμάτης ἐζήτησε νὰ διαμείνῃ μονίμως. ΧΑΪ-ΦΑΝ: Ἀπήργησαν οἱ λιμενεργάται. ΚΑΛΑΜΑΤΑ: Ἐργασίαι ἀσφαλτώσεως. Διακοπὴ ἠλεκτρικοῦ ρεύματος εἰς ὡρισμένας περιοχὰς ἀπὸ ὥρας 12.00 ἕως 14.00.: [408, 1074, 586, 1148]
- news-col-b: [791, 635, 968, 1610]
- body-uganda-un: ΝΕΑ ΥΟΡΚΗ, 23. — Βεβαία ἡ εἰσδοχὴ τῆς Οὐγκάντας. ΜΟΣΧΑ: Αὐστραλὸς διπλωμάτης ἐζήτησε νὰ διαμείνῃ μονίμως. ΧΑΪ-ΦΑΝ: Ἀπήργησαν οἱ λιμενεργάται. ΚΑΛΑΜΑΤΑ: Ἐργασίαι ἀσφαλτώσεως. Διακοπὴ ἠλεκτρικοῦ ρεύματος εἰς ὡρισμένας περιοχὰς ἀπὸ ὥρας 12.00 ἕως 14.00.: [408, 945, 586, 1018]
- body-athens-briefs-2: ΛΕΥΚΩΣΙΑ, 23. (Ρόϋτερ). — Δι' ἀνωνύμων ἐπιστολῶν ἀπειλεῖται ὁ τέως ἀρχηγὸς τῆς Ε.Ο.Κ.Α. Σαμψὼν διὰ τὸν φόνον Βρεταννοῦ. ΑΘΗΝΑΙ: Ἐκαλύφθη ὁλοσχερῶς τὸ δάνειον τῆς Δ.Ε.Η. Οὐδεμία ἐγγραφὴ γίνεται πλέον δεκτή. Τὸ ποσὸν ὑπερέβη τὰ 500.000.000.: [204, 907, 388, 970]
- body-un-messages-3: ΑΘΗΝΑΙ, 23. — Ὁ Βασιλεὺς καὶ ὁ Πρωθυπουργὸς κ. Καραμανλῆς ἀπηύθυναν μηνύματα ἐπὶ τῇ 17ῃ ἐπετείῳ ἀπὸ τῆς ἱδρύσεως τοῦ Ο.Η.Ε. τονίζοντες τὴν προσήλωσιν τῆς Ἑλλάδος εἰς τὰς ἀρχὰς τοῦ Χάρτου καὶ τὴν εἰρηνικὴν συνεργασίαν τῶν λαῶν.: [1174, 865, 1377, 918]
- body-votsi-settlement-cont: Ὡς ἐκ τῆς κληρώσεως θὰ ἐγκατασταθοῦν εἰς τὰ διαμερίσματα τοῦ νέου οἰκισμοῦ Βότση οἱ κάτωθι δικαιοῦχοι. Ἡ ἐγκατάστασις θὰ ἀρχίσῃ τὴν Δευτέραν καὶ θὰ περατωθῇ τὴν Τετάρτην. Παρακαλοῦνται οἱ δικαιοῦχοι ὅπως προσέλθουν εἰς τὰ γραφεῖα πρὸς παραλαβὴν τῶν κλειδιῶν. ΣΥΝ. Χ. ΠΕΛΛΑΣ — ΣΥΝ. Ι. ΓΟΥΝΤΑ — ΣΥΝ. Κ. ΒΟΥΡΟΥ.: [12, 566, 388, 608]
- news-body-c2: Ἀθλητικὴ κίνησις. — Ἐπίσημοι ἀγῶνες καλαθοσφαίρας θὰ διεξαχθοῦν μεταξὺ τῶν ὁμάδων Ἄρη, ΠΑΟΚ, Ἡρακλῆ καὶ Ὀλυμπιακοῦ. Ἡ σύνθεσις τῶν ὁμάδων ἀνακοινοῦται κατωτέρω. Οἱ ἀγῶνες τῶν μικτῶν νέων θὰ διεξαχθοῦν εἰς τὸ γήπεδον τοῦ Καυτατζογλείου.: [976, 713, 1154, 786]
- subhead-halastra: ΑΠΟ ΤΗΝ ΧΑΛΑΣΤΡΑΝ: [12, 1270, 196, 1293]
- body-spy-sentence-cont: ΛΟΝΔΙΝΟΝ, 23. (Ρόϋτερ). — Ὁ ὑπάλληλος τοῦ βρεταννικοῦ Ναυαρχείου Ἰωάννης Βάσσαλ κατεδικάσθη σήμερον εἰς ποινὴν καθείρξεως 18 ἐτῶν διὰ κατασκοπείαν ὑπὲρ τῶν Ρώσσων. Ὁ κατηγορούμενος ὡμολόγησεν ὅτι ἐπὶ ἓξ ἔτη παρέδιδεν ἀπόρρητα ἔγγραφα εἰς Σοβιετικοὺς πράκτορας. Ἡ δίκη διεξήχθη κεκλεισμένων τῶν θυρῶν.: [12, 710, 388, 752]
- body-yemen-4: ΔΑΜΑΣΚΟΣ, 23. (Ἀσσοσ. Πρές). — Οἱ φιλοβασιλικοὶ τῆς Ὑεμένης ἰσχυρίζονται ὅτι διέσπασαν τὰς γραμμὰς τῶν δημοκρατικῶν δυνάμεων καὶ προελαύνουν πρὸς τὴν Σανά. Ἑκατοντάδες οἱ νεκροί. ΒΟΝΝΗ: Ἡ Δυτικὴ Γερμανία ἀναγνωρίζει τὸ νέον καθεστὼς τῆς Ὑεμένης.: [1385, 200, 1588, 273]
- headline-scouts: ΔΥΟ ΣΧΕΔΙΑ ΕΡΓΑΣΙΑΣ ΤΟΥ ΠΡΟΣΚΟΠΙΚΟΥ ΣΥΝΔΕΣΜΟΥ ΤΩΝ ΑΘΗΝΩΝ: [803, 1257, 956, 1295]
- subhead-hundreds-dead: ΕΚΑΤΟΝΤΑΔΕΣ ΟΙ ΝΕΚΡΟΙ: [1205, 183, 1346, 196]
- body-yugoslav-tractors: ΑΛΓΕΡΙΟΝ, 23. (Ρόϋτερ). — Ἀνακοινοῦται ἐπισήμως ὅτι ἡ Γιουγκοσλαυΐα θὰ ἀποστείλῃ 200 εὐκύστρας πρὸς ἐνίσχυσιν τοῦ γεωργικοῦ προγράμματος τῆς Ἀλγερίας. ΤΖΑΚΑΡΤΑ: Τρεῖς νεκροὶ κατὰ συμπλοκὴν εἰς Τιμόρ. ΝΕΑΠΟΛΙΣ: Πολλὰ θύματα ἐκ καταρρεύσεως πενταωρόφου οἰκοδομῆς.: [408, 43, 586, 117]
- headline-adenauer: ΒΟΗΘΕΙΑΝ ΤΩΝ ΕΡΓΑΤΩΝ ΠΡΟΣ ΟΙΚΟΝΟΜΙΚΗΝ ΣΤΑΘΕΡΟΠΟΙΗΣΙΝ ΖΗΤΕΙ Ο ΑΝΤΕΝΑΟΥΕΡ: [410, 495, 584, 545]
- body-fishermen: ΑΓΡΙΝΙΟΝ, 23. — Ἐπὶ τέσσαρας ὥρας ἐπαγρύπνησαν εἰς χαράδραν. ΑΘΗΝΑΙ: Εἰς προσκύνημα ἐκτίθεται ἡ σορὸς τοῦ Ἁγίου Ἰγνατίου. Κατετέθη ἐπερώτησις διὰ τὸ δημόσιον χρέος. Οἱ Βασιλεῖς ἐδεξιώθησαν καθηγητάς. Ἀνευρέθησαν τὰ ἀγνοούμενα ζεύγη ἁλιέων.: [791, 1170, 969, 1243]
- body-letter-1d: Κύριε διευθυντά, Ἔχομεν τὴν τιμὴν νὰ σᾶς γνωρίσωμεν ὅτι τὰ κλωστοϋφαντουργεῖα τῆς Ἐδέσσης ἀντιμετωπίζουν σοβαρὰ προβλήματα. Παρακαλοῦμεν ὅπως δημοσιεύσητε τὴν παροῦσαν. — Κύριε διευθυντά, Ἐπιτρέψατέ μοι νὰ ἐπισημάνω τὸ ζήτημα τῶν θέσεων τῶν ἐπιβατῶν εἰς τὰς ἀμαξοστοιχίας τῶν Σ.Ε.Κ.: [1385, 1012, 1588, 1085]
- news-body-a3: Ἀθλητικὴ κίνησις. — Ἐπίσημοι ἀγῶνες καλαθοσφαίρας θὰ διεξαχθοῦν μεταξὺ τῶν ὁμάδων Ἄρη, ΠΑΟΚ, Ἡρακλῆ καὶ Ὀλυμπιακοῦ. Ἡ σύνθεσις τῶν ὁμάδων ἀνακοινοῦται κατωτέρω. Οἱ ἀγῶνες τῶν μικτῶν νέων θὰ διεξαχθοῦν εἰς τὸ γήπεδον τοῦ Καυτατζογλείου.: [606, 791, 784, 865]
- headline-yugoslav-tractors: 200 ΕΥΚΥΣΤΡΑΣ ΑΠΟΣΤΕΛΛΟΥΝ ΟΙ ΠΟΥΓΚΟΣΛΑΒΟΙ ΕΙΣ ΤΗΝ ΑΛΓΕΡΙΑΝ: [411, 2, 583, 40]
- article-france-referendum: [6, 4, 394, 193]
- body-amyntaio: ΧΑΛΑΣΤΡΑ, 23. — Ἐπίκειται τὸ μηχανοποιημένον ἐργοστάσιον τοῦ Συνεταιρισμοῦ. Ἐκ Κομοτηνῆς: Ἐπισκέψεις τοῦ Νομάρχου εἰς χωριὰ τῆς περιφερείας. Ἐκ Φλωρίνης: Ἐγκαίνια τοῦ νέου σχολικοῦ κτιρίου. Ἐξ Ἀμυνταίου καὶ Πενταπόλεως: Διανομὴ λιπασμάτων εἰς τοὺς καλλιεργητάς.: [204, 1371, 388, 1444]
- article-votsi-settlement: [6, 424, 394, 609]
- sports-col-a: [606, 309, 783, 622]
- signature-1: ΑΓΓΕΛΟΣ ΠΑΠΑΘΕΟΧΑΡΗΣ: [1462, 1090, 1580, 1100]
- headline-norstad: Ο ΝΟΡΣΤΑΝΤ ΑΦΙΚΕΤΟ ΕΙΣ ΤΟ ΛΟΝΔΙΝΟΝ: [416, 636, 578, 662]
- headline-yevtushenko: Ο ΓΕΦΤΟΥΣΕΝΚΟ ΚΑΛΕΙ ΤΟΥΣ ΡΩΣΣΟΥΣ ΝΑ ΑΓΡΥΠΝΟΥΝ ΔΙΑ ΝΑ ΜΗ ΞΑΝΑΚΟΥΣΟΥΝ «ΝΑ ΚΤΥΠΑ ΤΑ ΜΕΣΑΝΥΚΤΑ Η ΘΥΡΑ ΤΩΝ»: [1220, 292, 1542, 350]
- body-cypriot-minister: Λ-ΦΙΡΟΝ, 23. (Ἀθην. πρακ.). — Ὁ Κύπριος ὑπουργὸς τῶν Ἐξωτερικῶν κ. Κυπριανοὺ ἀφίχθη σήμερον εἰς Κάιρον ὅπου θὰ συνομιλήσῃ μετὰ τῶν ἁρμοδίων ἐπὶ θεμάτων κοινοῦ ἐνδιαφέροντος.: [12, 1163, 196, 1215]
- sports-section: [600, 2, 1160, 621]
- subhead-west-germany: ΑΝΑΓΝΩΡΙΖΕΙ Η Δ. ΓΕΡΜΑΝΙΑ: [1406, 183, 1567, 196]
- sports-headline-1: ΑΦΙΚΝΟΥΝΤΑΙ ΣΗΜΕΡΟΝ ΕΙΣ ΘΕΣΣΑΛΟΝΙΚΗΝ: [711, 28, 1049, 110]
- column-3: [600, 0, 1160, 2290]
- headline-royals-reception: ΟΙ ΒΑΣΙΛΕΙΣ ΕΔΕΞΙΩΘΗΣΑΝ ΚΑΘΗΓΗΤΑΣ ΤΩΝ ΑΝΩΤΑΤΩΝ ΣΧΟΛΩΝ: [801, 999, 959, 1037]
- sports-body-a2: Ἀθλητικὴ κίνησις. — Ἐπίσημοι ἀγῶνες καλαθοσφαίρας θὰ διεξαχθοῦν μεταξὺ τῶν ὁμάδων Ἄρη, ΠΑΟΚ, Ἡρακλῆ καὶ Ὀλυμπιακοῦ. Ἡ σύνθεσις τῶν ὁμάδων ἀνακοινοῦται κατωτέρω. Οἱ ἀγῶνες τῶν μικτῶν νέων θὰ διεξαχθοῦν εἰς τὸ γήπεδον τοῦ Καυτατζογλείου.: [606, 386, 784, 460]
- body-dei-loan-2: ΛΕΥΚΩΣΙΑ, 23. (Ρόϋτερ). — Δι' ἀνωνύμων ἐπιστολῶν ἀπειλεῖται ὁ τέως ἀρχηγὸς τῆς Ε.Ο.Κ.Α. Σαμψὼν διὰ τὸν φόνον Βρεταννοῦ. ΑΘΗΝΑΙ: Ἐκαλύφθη ὁλοσχερῶς τὸ δάνειον τῆς Δ.Ε.Η. Οὐδεμία ἐγγραφὴ γίνεται πλέον δεκτή. Τὸ ποσὸν ὑπερέβη τὰ 500.000.000.: [1385, 610, 1588, 673]
- body-dei-loan-1: ΛΕΥΚΩΣΙΑ, 23. (Ρόϋτερ). — Δι' ἀνωνύμων ἐπιστολῶν ἀπειλεῖται ὁ τέως ἀρχηγὸς τῆς Ε.Ο.Κ.Α. Σαμψὼν διὰ τὸν φόνον Βρεταννοῦ. ΑΘΗΝΑΙ: Ἐκαλύφθη ὁλοσχερῶς τὸ δάνειον τῆς Δ.Ε.Η. Οὐδεμία ἐγγραφὴ γίνεται πλέον δεκτή. Τὸ ποσὸν ὑπερέβη τὰ 500.000.000.: [1174, 610, 1377, 673]
- headline-java-trains: ΔΥΟ ΑΜΑΞΟΣΤΟΙΧΙΑΙ ΣΥΝΕΚΡΟΥΣΘΗΣΑΝ ΕΙΣ ΤΗΝ ΙΑΒΑΝ: [421, 774, 573, 812]
- body-komotini: ΧΑΛΑΣΤΡΑ, 23. — Ἐπίκειται τὸ μηχανοποιημένον ἐργοστάσιον τοῦ Συνεταιρισμοῦ. Ἐκ Κομοτηνῆς: Ἐπισκέψεις τοῦ Νομάρχου εἰς χωριὰ τῆς περιφερείας. Ἐκ Φλωρίνης: Ἐγκαίνια τοῦ νέου σχολικοῦ κτιρίου. Ἐξ Ἀμυνταίου καὶ Πενταπόλεως: Διανομὴ λιπασμάτων εἰς τοὺς καλλιεργητάς.: [12, 1406, 196, 1479]
- section-provincial-news: [6, 1234, 394, 1593]
- sports-body-c3: Ἀθλητικὴ κίνησις. — Ἐπίσημοι ἀγῶνες καλαθοσφαίρας θὰ διεξαχθοῦν μεταξὺ τῶν ὁμάδων Ἄρη, ΠΑΟΚ, Ἡρακλῆ καὶ Ὀλυμπιακοῦ. Ἡ σύνθεσις τῶν ὁμάδων ἀνακοινοῦται κατωτέρω. Οἱ ἀγῶνες τῶν μικτῶν νέων θὰ διεξαχθοῦν εἰς τὸ γήπεδον τοῦ Καυτατζογλείου.: [976, 464, 1154, 538]
- body-france-referendum: ΠΑΡΙΣΙΟΝ, 23. (Ρόϋτερ). — Ὑπολογίζεται ὅτι ἐξέρχονται εἰς τὰς ἐκλογὰς ἀπὸ 70.000 ὑποψήφιοι. Ὁ προεκλογικὸς ἀγὼν τῶν κομμάτων ἐν ὄψει τοῦ δημοψηφίσματος προσέλαβεν ἀφάνταστον ὀξύτητα. Ὁ Πρόεδρος Ντὲ Γκώλ ἐζήτησεν ἀπὸ τὸν λαὸν νὰ ψηφίσῃ ὑπὲρ τῆς ἐκλογῆς τοῦ Προέδρου διὰ καθολικῆς ψηφοφορίας. Τὰ κόμματα τῆς ἀντιπολιτεύσεως ἐξεδήλωσαν ἰσχυρὰν ἀντίδρασιν καὶ συνεχίζουν τὰς συγκεντρώσεις των εἰς ὅλας τὰς πόλεις.: [12, 83, 388, 135]
- body-vietcong: ΣΑΪΓΚΟΝ, 23. (Ἀσσ. Πρές). — Οἱ Σαϊγκὸν πυροβοληταὶ ἀνέφεραν ὅτι οἱ κομμουνισταὶ Βιετκὸγκ ἑτοιμάζουν τρομοκρατικὰς ἐνεργείας κατὰ τῶν Ἀμερικανῶν συμβούλων. Ἡ ἀμοιβὴ διὰ τὴν σύλληψιν ἑκάστου Ἀμερικανοῦ ἀνέρχεται εἰς 100.000.: [12, 992, 196, 1055]
- body-athens-briefs-5: ΝΕΑ ΥΟΡΚΗ, 23. — Βεβαία ἡ εἰσδοχὴ τῆς Οὐγκάντας. ΜΟΣΧΑ: Αὐστραλὸς διπλωμάτης ἐζήτησε νὰ διαμείνῃ μονίμως. ΧΑΪ-ΦΑΝ: Ἀπήργησαν οἱ λιμενεργάται. ΚΑΛΑΜΑΤΑ: Ἐργασίαι ἀσφαλτώσεως. Διακοπὴ ἠλεκτρικοῦ ρεύματος εἰς ὡρισμένας περιοχὰς ἀπὸ ὥρας 12.00 ἕως 14.00.: [204, 1130, 388, 1204]
- headline-provincial-news: ΜΙΚΡΑΙ ΕΠΑΡΧΙΑΚΑΙ ΕΙΔΗΣΕΙΣ: [62, 1233, 338, 1259]
- subhead-edessa-textiles: (ΤΑ ΚΛΩΣΤΟΫΦΑΝΤΟΥΡΓΕΙΑ ΤΗΣ ΕΔΕΣΣΗΣ): [1264, 995, 1498, 1008]
- body-letter-2: Κύριε διευθυντά, Ἔχομεν τὴν τιμὴν νὰ σᾶς γνωρίσωμεν ὅτι τὰ κλωστοϋφαντουργεῖα τῆς Ἐδέσσης ἀντιμετωπίζουν σοβαρὰ προβλήματα. Παρακαλοῦμεν ὅπως δημοσιεύσητε τὴν παροῦσαν. — Κύριε διευθυντά, Ἐπιτρέψατέ μοι νὰ ἐπισημάνω τὸ ζήτημα τῶν θέσεων τῶν ἐπιβατῶν εἰς τὰς ἀμαξοστοιχίας τῶν Σ.Ε.Κ.: [1385, 1130, 1588, 1204]
- credit-dei: ΕΚ ΤΗΣ Δ.Ε.Η.: [470, 1527, 524, 1536]
- section-letters: [1168, 937, 1594, 1247]
- subhead-truck-accident: ΔΥΟ ΑΚΟΜΗ ΤΡΑΥΜΑΤΙΑΙ ΠΑΡΑ ΤΟΝ ΓΑΛΛΙΚΟΝ: [74, 267, 326, 280]
- body-halastra: ΧΑΛΑΣΤΡΑ, 23. — Ἐπίκειται τὸ μηχανοποιημένον ἐργοστάσιον τοῦ Συνεταιρισμοῦ. Ἐκ Κομοτηνῆς: Ἐπισκέψεις τοῦ Νομάρχου εἰς χωριὰ τῆς περιφερείας. Ἐκ Φλωρίνης: Ἐγκαίνια τοῦ νέου σχολικοῦ κτιρίου. Ἐξ Ἀμυνταίου καὶ Πενταπόλεως: Διανομὴ λιπασμάτων εἰς τοὺς καλλιεργητάς.: [12, 1297, 196, 1370]
- body-yevtushenko-2: ΜΟΣΧΑ, 23. (Ρόϋτερ). — Ὁ ποιητὴς Γεφτουσένκο ἐδημοσίευσεν ποίημα εἰς τὴν «Πράβδα» καλῶν τοὺς Ρώσσους νὰ ἀγρυπνοῦν ὥστε νὰ μὴ ξανακούσουν νὰ κτυπᾶ τὰ μεσάνυκτα ἡ θύρα των. Τὸ ποίημα ἀναφέρεται εἰς τὴν ἐποχὴν τοῦ Στάλιν.: [1385, 352, 1588, 404]
- body-truck-accident-cont: Τὴν 1.30 μ.μ. χθὲς πλησίον τοῦ Κουφαλίων τὸ φορτηγὸν αὐτοκίνητον ὑπ' ἀριθμὸν 159637 ὁδηγούμενον ὑπὸ τοῦ Ἀθανασίου Καρακώστα ἀνετράπη, συνεπείᾳ τοῦ ὅτι ὁ ὁδηγὸς ἀπεκοιμήθη. Ἐκ τῆς ἀνατροπῆς ἐτραυματίσθησαν ὁ ἴδιος καὶ δύο ἐπιβάται οἵτινες μετεφέρθησαν εἰς τὸ Νοσοκομεῖον. Χθὲς ἐπίσης ἐτραυματίσθη δι' αὐτοκινήτου ὁ Ἰωάννης Κοντός.: [12, 357, 388, 409]
- headline-yemen: ΟΙ ΜΟΝΑΡΧΙΚΟΙ ΕΙΣ ΤΗΝ ΥΕΜΕΝΗΝ ΔΙΕΣΠΑΣΑΝ, ΛΕΓΟΥΝ, ΤΑΣ ΓΡΑΜΜΑΣ ΤΩΝ ΔΗΜΟΚΡΑΤΙΚΩΝ ΔΥΝΑΜΕΩΝ ΚΑΙ ΠΡΟΕΛΑΥΝΟΥΝ ΠΡΟΣ ΤΗΝ ΣΑΝΑ: [1211, 3, 1551, 102]
- body-public-debt: ΑΓΡΙΝΙΟΝ, 23. — Ἐπὶ τέσσαρας ὥρας ἐπαγρύπνησαν εἰς χαράδραν. ΑΘΗΝΑΙ: Εἰς προσκύνημα ἐκτίθεται ἡ σορὸς τοῦ Ἁγίου Ἰγνατίου. Κατετέθη ἐπερώτησις διὰ τὸ δημόσιον χρέος. Οἱ Βασιλεῖς ἐδεξιώθησαν καθηγητάς. Ἀνευρέθησαν τὰ ἀγνοούμενα ζεύγη ἁλιέων.: [791, 911, 969, 985]
- body-adenauer: ΒΕΡΝΗ, 22. (Ἀσσ. Πρές). — Τρεῖς Κουβανοὶ διπλωμάται ἐζήτησαν ἄσυλον. ΑΜΒΟΥΡΓΟΝ: Ὁ Καγκελλάριος Ἀντενάουερ ἐζήτησε τὴν βοήθειαν τῶν ἐργατῶν. ΛΟΝΔΙΝΟΝ: Ὁ στρατηγὸς Νόρσταντ ἀφίκετο. ΤΖΑΚΑΡΤΑ: Δύο ἀμαξοστοιχίαι συνεκρούσθησαν εἰς Ἰάβαν.: [408, 549, 586, 623]
- article-sampson: [1168, 424, 1594, 552]
- body-yugoslav-ambassador: ΑΓΡΙΝΙΟΝ, 23. — Ἐπὶ τέσσαρας ὥρας ἐπαγρύπνησαν εἰς χαράδραν. ΑΘΗΝΑΙ: Εἰς προσκύνημα ἐκτίθεται ἡ σορὸς τοῦ Ἁγίου Ἰγνατίου. Κατετέθη ἐπερώτησις διὰ τὸ δημόσιον χρέος. Οἱ Βασιλεῖς ἐδεξιώθησαν καθηγητάς. Ἀνευρέθησαν τὰ ἀγνοούμενα ζεύγη ἁλιέων.: [791, 1415, 969, 1489]
- headline-asphalt-works: ΕΡΓΑΣΙΑΙ ΑΣΦΑΛΤΩΣΕΩΣ ΚΑΤΑ ΔΗΜΟΔΙΑΣΚΑΛΟΥ: [414, 1278, 580, 1303]
- headline-portuguese-fire: ΠΟΡΤΟΓΑΛΙΚΑ ΠΥΡΑ ΕΝΑΝΤΙΟΝ ΤΟΥ ΕΔΑΦΟΥΣ ΤΗΣ ΙΝΔΟΝΗΣΙΑΣ: [17, 1060, 191, 1086]
- news-body-a4: Ἀθλητικὴ κίνησις. — Ἐπίσημοι ἀγῶνες καλαθοσφαίρας θὰ διεξαχθοῦν μεταξὺ τῶν ὁμάδων Ἄρη, ΠΑΟΚ, Ἡρακλῆ καὶ Ὀλυμπιακοῦ. Ἡ σύνθεσις τῶν ὁμάδων ἀνακοινοῦται κατωτέρω. Οἱ ἀγῶνες τῶν μικτῶν νέων θὰ διεξαχθοῦν εἰς τὸ γήπεδον τοῦ Καυτατζογλείου.: [606, 869, 784, 943]
- subhead-amyntaio: ΑΠΟ ΤΟ ΑΜΥΝΤΑΙΟΝ: [204, 1344, 388, 1367]
- sports-body-b3: Ἀθλητικὴ κίνησις. — Ἐπίσημοι ἀγῶνες καλαθοσφαίρας θὰ διεξαχθοῦν μεταξὺ τῶν ὁμάδων Ἄρη, ΠΑΟΚ, Ἡρακλῆ καὶ Ὀλυμπιακοῦ. Ἡ σύνθεσις τῶν ὁμάδων ἀνακοινοῦται κατωτέρω. Οἱ ἀγῶνες τῶν μικτῶν νέων θὰ διεξαχθοῦν εἰς τὸ γήπεδον τοῦ Καυτατζογλείου.: [791, 532, 969, 605]
- headline-un-messages: ΜΗΝΥΜΑΤΑ ΤΟΥ ΒΑΣΙΛΕΩΣ ΚΑΙ ΤΟΥ Κ. ΚΑΡΑΜΑΝΛΗ ΕΠΙ ΤΗ 17Η ΕΠΕΤΕΙΩ ΑΠΟ ΤΗΣ ΙΔΡΥΣΕΩΣ ΤΟΥ Ο.Η.Ε.: [1224, 691, 1538, 749]
- news-body-a2: Ἀθλητικὴ κίνησις. — Ἐπίσημοι ἀγῶνες καλαθοσφαίρας θὰ διεξαχθοῦν μεταξὺ τῶν ὁμάδων Ἄρη, ΠΑΟΚ, Ἡρακλῆ καὶ Ὀλυμπιακοῦ. Ἡ σύνθεσις τῶν ὁμάδων ἀνακοινοῦται κατωτέρω. Οἱ ἀγῶνες τῶν μικτῶν νέων θὰ διεξαχθοῦν εἰς τὸ γήπεδον τοῦ Καυτατζογλείου.: [606, 713, 784, 786]
- column-2: [402, 0, 592, 2290]
- sports-intro: Αἱ δύο ποδοσφαιρικαὶ ὁμάδες, ἀπαρτιζόμεναι ἀπὸ ὅλους τοὺς διεθνεῖς ἄσσους τῆς χώρας, θὰ συναντηθοῦν αὔριον εἰς τὸ γήπεδον τοῦ «ΠΑΟΚ». Αἱ συνθέσεις τῶν δύο ὁμάδων. Ἡ ΕΠΟ ἐκφράζει τὴν ἐλπίδα ὅτι οἱ ἀγῶνες θὰ διεξαχθοῦν μὲ ἄκραν εὐγένειαν. Πανελλήνιος ἀθλητικὰ νέα.: [666, 196, 1094, 246]
- body-provincial-cont: ΧΑΛΑΣΤΡΑ, 23. — Ἐπίκειται τὸ μηχανοποιημένον ἐργοστάσιον τοῦ Συνεταιρισμοῦ. Ἐκ Κομοτηνῆς: Ἐπισκέψεις τοῦ Νομάρχου εἰς χωριὰ τῆς περιφερείας. Ἐκ Φλωρίνης: Ἐγκαίνια τοῦ νέου σχολικοῦ κτιρίου. Ἐξ Ἀμυνταίου καὶ Πενταπόλεως: Διανομὴ λιπασμάτων εἰς τοὺς καλλιεργητάς.: [204, 1262, 388, 1335]
- headline-uganda-un: ΒΕΒΑΙΑ Η ΕΙΣΔΟΧΗ ΤΗΣ ΟΥΓΚΑΝΤΑΣ ΕΙΣ ΤΑ ΗΝΩΜΕΝΑ ΕΘΝΗ: [415, 903, 579, 941]
- news-body-c1: Ἀθλητικὴ κίνησις. — Ἐπίσημοι ἀγῶνες καλαθοσφαίρας θὰ διεξαχθοῦν μεταξὺ τῶν ὁμάδων Ἄρη, ΠΑΟΚ, Ἡρακλῆ καὶ Ὀλυμπιακοῦ. Ἡ σύνθεσις τῶν ὁμάδων ἀνακοινοῦται κατωτέρω. Οἱ ἀγῶνες τῶν μικτῶν νέων θὰ διεξαχθοῦν εἰς τὸ γήπεδον τοῦ Καυτατζογλείου.: [976, 635, 1154, 708]
- article-yemen: [1168, 4, 1594, 278]
- body-cuban-diplomats: ΒΕΡΝΗ, 22. (Ἀσσ. Πρές). — Τρεῖς Κουβανοὶ διπλωμάται ἐζήτησαν ἄσυλον. ΑΜΒΟΥΡΓΟΝ: Ὁ Καγκελλάριος Ἀντενάουερ ἐζήτησε τὴν βοήθειαν τῶν ἐργατῶν. ΛΟΝΔΙΝΟΝ: Ὁ στρατηγὸς Νόρσταντ ἀφίκετο. ΤΖΑΚΑΡΤΑ: Δύο ἀμαξοστοιχίαι συνεκρούσθησαν εἰς Ἰάβαν.: [408, 407, 586, 481]
- headline-ignatius: ΕΙΣ ΠΡΟΣΚΥΝΗΜΑ ΕΚΤΙΘΕΤΑΙ Η ΣΟΡΟΣ ΤΟΥ ΙΓΝΑΤΙΟΥ: [794, 753, 966, 779]
- subhead-komotini: ΑΠΟ ΤΗΝ ΚΟΜΟΤΗΝΗΝ: [12, 1379, 196, 1402]
- headline-australian-diplomat: ΑΥΣΤΡΑΛΟΣ ΔΙΠΛΩΜΑΤΗΣ ΕΖΗΤΗΣΕ ΝΑ ΔΙΑΜΕΙΝΗ ΜΟΝΙΜΩΣ ΕΙΣ ΤΗΝ ΡΩΣΣΙΑΝ: [421, 1032, 573, 1070]
- headline-cuban-diplomats: ΚΟΥΒΑΝΟΙ ΔΙΠΛΩΜΑΤΑΙ ΕΖΗΤΗΣΑΝ ΑΣΥΛΟΝ ΕΙΣ ΤΗΝ ΕΛΒΕΤΙΑΝ: [421, 366, 573, 404]
- section-athens-briefs: [6, 767, 394, 1221]
- body-un-messages-6: ΑΘΗΝΑΙ, 23. — Ὁ Βασιλεὺς καὶ ὁ Πρωθυπουργὸς κ. Καραμανλῆς ἀπηύθυναν μηνύματα ἐπὶ τῇ 17ῃ ἐπετείῳ ἀπὸ τῆς ἱδρύσεως τοῦ Ο.Η.Ε. τονίζοντες τὴν προσήλωσιν τῆς Ἑλλάδος εἰς τὰς ἀρχὰς τοῦ Χάρτου καὶ τὴν εἰρηνικὴν συνεργασίαν τῶν λαῶν.: [1385, 865, 1588, 918]
- headline-haiphong-strike: ΑΠΗΡΓΗΣΑΝ ΟΙ ΛΙΜΕΝΕΡΓΑΤΑΙ ΕΙΣ ΧΑΙ-ΦΑΝ: [414, 1161, 580, 1187]
- headline-public-debt: ΚΑΤΕΤΕΘΗ ΕΠΕΡΩΤΗΣΙΣ ΔΙΑ ΤΗΝ ΡΥΘΜΙΣΙΝ ΤΟΥ ΔΗΜΟΣΙΟΥ ΧΡΕΟΥΣ: [797, 870, 963, 908]
- news-body-a5: Ἀθλητικὴ κίνησις. — Ἐπίσημοι ἀγῶνες καλαθοσφαίρας θὰ διεξαχθοῦν μεταξὺ τῶν ὁμάδων Ἄρη, ΠΑΟΚ, Ἡρακλῆ καὶ Ὀλυμπιακοῦ. Ἡ σύνθεσις τῶν ὁμάδων ἀνακοινοῦται κατωτέρω. Οἱ ἀγῶνες τῶν μικτῶν νέων θὰ διεξαχθοῦν εἰς τὸ γήπεδον τοῦ Καυτατζογλείου.: [606, 947, 784, 1021]
- sports-body-c1: Ἀθλητικὴ κίνησις. — Ἐπίσημοι ἀγῶνες καλαθοσφαίρας θὰ διεξαχθοῦν μεταξὺ τῶν ὁμάδων Ἄρη, ΠΑΟΚ, Ἡρακλῆ καὶ Ὀλυμπιακοῦ. Ἡ σύνθεσις τῶν ὁμάδων ἀνακοινοῦται κατωτέρω. Οἱ ἀγῶνες τῶν μικτῶν νέων θὰ διεξαχθοῦν εἰς τὸ γήπεδον τοῦ Καυτατζογλείου.: [976, 308, 1154, 382]
- body-un-messages-1: ΑΘΗΝΑΙ, 23. — Ὁ Βασιλεὺς καὶ ὁ Πρωθυπουργὸς κ. Καραμανλῆς ἀπηύθυναν μηνύματα ἐπὶ τῇ 17ῃ ἐπετείῳ ἀπὸ τῆς ἱδρύσεως τοῦ Ο.Η.Ε. τονίζοντες τὴν προσήλωσιν τῆς Ἑλλάδος εἰς τὰς ἀρχὰς τοῦ Χάρτου καὶ τὴν εἰρηνικὴν συνεργασίαν τῶν λαῶν.: [1174, 751, 1377, 804]
- headline-three-dead: ΤΡΕΙΣ ΝΕΚΡΟΙ ΚΑΤΑ ΣΥΜΠΛΟΚΗΝ ΙΝΔΟΝΗΣΙΩΝ ΚΑΙ ΠΟΡΤΟΓΑΛΩΝ: [414, 131, 580, 169]
- article-un-messages: [1168, 692, 1594, 923]
- headline-truck-accident: ΟΔΗΓΩΝ ΕΝ ΥΠΝΩΣΕΙ ΦΟΡΤΗΓΟΝ ΑΥΤΟΚΙΝΗΤΟΝ ΕΤΡΑΥΜΑΤΙΣΕΝ ΣΥΝΕΠΕΙΑ ΑΝΑΤΡΟΠΗΣ ΤΟΥ: [51, 207, 349, 265]
- headline-sampson: ΔΙ' ΑΝΩΝΥΜΩΝ ΕΠΙΣΤΟΛΩΝ ΑΠΕΙΛΕΙΤΑΙ Ο ΤΕΩΣ ΑΡΧΗΓΟΣ ΤΗΣ Ε.Ο.Κ.Α. ΣΑΜΨΩΝ ΔΙΑ ΤΟΝ ΕΞ ΕΝΕΔΡΑΣ ΦΟΝΟΝ ΒΡΕΤΑΝΝΟΥ: [1227, 423, 1535, 481]
- headline-spy-sentence: ΚΑΘΕΙΡΞΙΣ ΔΕΚΑ ΟΚΤΩ ΕΤΩΝ ΕΠΕΒΛΗΘΗ ΕΙΣ ΤΟΝ ΑΓΓΛΟΝ ΠΡΑΚΤΟΡΑ ΤΩΝ ΡΩΣΣΩΝ: [48, 622, 352, 661]
- news-body-c5: Ἀθλητικὴ κίνησις. — Ἐπίσημοι ἀγῶνες καλαθοσφαίρας θὰ διεξαχθοῦν μεταξὺ τῶν ὁμάδων Ἄρη, ΠΑΟΚ, Ἡρακλῆ καὶ Ὀλυμπιακοῦ. Ἡ σύνθεσις τῶν ὁμάδων ἀνακοινοῦται κατωτέρω. Οἱ ἀγῶνες τῶν μικτῶν νέων θὰ διεξαχθοῦν εἰς τὸ γήπεδον τοῦ Καυτατζογλείου.: [976, 947, 1154, 1021]
- sports-body-c2: Ἀθλητικὴ κίνησις. — Ἐπίσημοι ἀγῶνες καλαθοσφαίρας θὰ διεξαχθοῦν μεταξὺ τῶν ὁμάδων Ἄρη, ΠΑΟΚ, Ἡρακλῆ καὶ Ὀλυμπιακοῦ. Ἡ σύνθεσις τῶν ὁμάδων ἀνακοινοῦται κατωτέρω. Οἱ ἀγῶνες τῶν μικτῶν νέων θὰ διεξαχθοῦν εἰς τὸ γήπεδον τοῦ Καυτατζογλείου.: [976, 386, 1154, 460]
- news-body-a1: Ἀθλητικὴ κίνησις. — Ἐπίσημοι ἀγῶνες καλαθοσφαίρας θὰ διεξαχθοῦν μεταξὺ τῶν ὁμάδων Ἄρη, ΠΑΟΚ, Ἡρακλῆ καὶ Ὀλυμπιακοῦ. Ἡ σύνθεσις τῶν ὁμάδων ἀνακοινοῦται κατωτέρω. Οἱ ἀγῶνες τῶν μικτῶν νέων θὰ διεξαχθοῦν εἰς τὸ γήπεδον τοῦ Καυτατζογλείου.: [606, 635, 784, 708]
- body-asphalt-works: ΝΕΑ ΥΟΡΚΗ, 23. — Βεβαία ἡ εἰσδοχὴ τῆς Οὐγκάντας. ΜΟΣΧΑ: Αὐστραλὸς διπλωμάτης ἐζήτησε νὰ διαμείνῃ μονίμως. ΧΑΪ-ΦΑΝ: Ἀπήργησαν οἱ λιμενεργάται. ΚΑΛΑΜΑΤΑ: Ἐργασίαι ἀσφαλτώσεως. Διακοπὴ ἠλεκτρικοῦ ρεύματος εἰς ὡρισμένας περιοχὰς ἀπὸ ὥρας 12.00 ἕως 14.00.: [408, 1307, 586, 1380]
- headline-fishermen: ΑΝΕΥΡΕΘΗΣΑΝ ΤΑ ΔΥΟ ΑΓΝΟΟΥΜΕΝΑ ΖΕΥΓΗ ΕΡΑΣΙΤΕΧΝΩΝ ΑΛΙΕΩΝ: [816, 1128, 944, 1166]
- headline-latin-language: ΤΗΝ ΑΝΤΙΚΑΤΑΣΤΑΣΙΝ ΤΗΣ ΛΑΤΙΝΙΚΗΣ ΜΕ ΖΩΣΑΣ ΓΛΩΣΣΑΣ ΣΥΖΗΤΟΥΝ ΟΙ ΚΑΘΟΛΙΚΟΙ: [19, 830, 189, 869]
- body-portuguese-fire: ΤΖΑΚΑΡΤΑ, 23. (Ρόϋτερ). — Τὰ πορτογαλικὰ στρατεύματα ἐβομβάρδισαν σήμερον τὸ ἔδαφος τῆς Ἰνδονησίας ἀπὸ τὴν νῆσον Τιμόρ. Ὁ ἐκπρόσωπος τῆς κυβερνήσεως ἐδήλωσεν ὅτι ἐλήφθησαν τὰ ἀπαραίτητα μέτρα.: [12, 1089, 196, 1142]
- headline-diphtheria: ΚΡΟΥΣΜΑ ΔΙΦΘΕΡΙΤΙΔΟΣ ΕΙΣ ΤΗΝ ΚΑΤΕΡΙΝΗΝ: [801, 1502, 959, 1528]
- body-naples-collapse: ΑΛΓΕΡΙΟΝ, 23. (Ρόϋτερ). — Ἀνακοινοῦται ἐπισήμως ὅτι ἡ Γιουγκοσλαυΐα θὰ ἀποστείλῃ 200 εὐκύστρας πρὸς ἐνίσχυσιν τοῦ γεωργικοῦ προγράμματος τῆς Ἀλγερίας. ΤΖΑΚΑΡΤΑ: Τρεῖς νεκροὶ κατὰ συμπλοκὴν εἰς Τιμόρ. ΝΕΑΠΟΛΙΣ: Πολλὰ θύματα ἐκ καταρρεύσεως πενταωρόφου οἰκοδομῆς.: [408, 278, 586, 352]
- body-athens-briefs-4: ΠΟΛΙΣ ΤΟΥ ΒΑΤΙΚΑΝΟΥ, 23. (Γαλλ.). — Ἡ Οἰκουμενικὴ Σύνοδος τῆς Ρωμαιοκαθολικῆς Ἐκκλησίας συνεζήτησε σήμερον τὸ ζήτημα τῆς ἀντικαταστάσεως τῆς λατινικῆς γλώσσης κατὰ τὴν λειτουργίαν διὰ τῶν ζωσῶν γλωσσῶν. Πολλοὶ ἐπίσκοποι ἐτάχθησαν ὑπὲρ τῆς ἀλλαγῆς.: [204, 1052, 388, 1126]
